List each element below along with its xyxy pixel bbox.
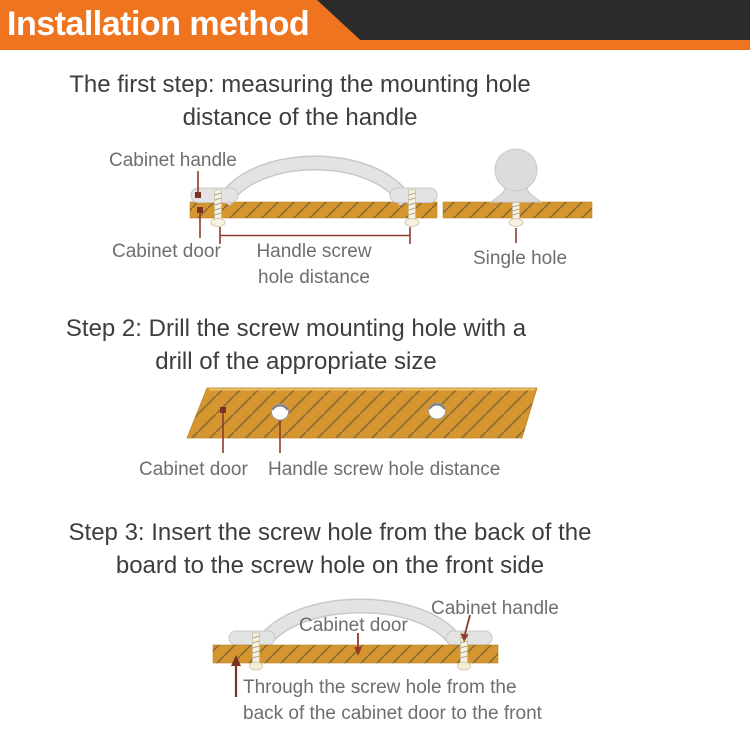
step1-cabinet-handle-label: Cabinet handle: [109, 150, 237, 171]
step2-drilled-board: [187, 388, 537, 438]
step3-heading-line1: Step 3: Insert the screw hole from the back of the: [68, 519, 592, 546]
drilled-hole-left: [272, 404, 289, 420]
step2-cabinet-door-label: Cabinet door: [139, 459, 248, 480]
cabinet-handle-pointer: [195, 171, 201, 198]
step1-screw-distance-label: Handle screw hole distance: [256, 241, 372, 288]
step3-heading: [30, 516, 630, 582]
step1-heading-line2: distance of the handle: [182, 104, 418, 131]
header-dark-ribbon: [317, 0, 750, 40]
step1-heading-line1: The first step: measuring the mounting hole: [69, 71, 531, 98]
drilled-hole-right: [429, 403, 446, 419]
step3-cabinet-handle-label: Cabinet handle: [431, 598, 559, 619]
step2-heading-line1: Step 2: Drill the screw mounting hole with a: [65, 315, 527, 342]
single-hole-knob: [491, 149, 541, 202]
step1-heading: [0, 68, 600, 134]
step2-screw-distance-label: Handle screw hole distance: [268, 459, 501, 480]
step2-heading: [0, 312, 592, 378]
page-title: Installation method: [7, 5, 310, 43]
step3-heading-line2: board to the screw hole on the front side: [115, 552, 545, 579]
single-hole-label: Single hole: [473, 248, 568, 269]
step3-cabinet-door-label: Cabinet door: [299, 615, 408, 636]
step2-heading-line2: drill of the appropriate size: [155, 348, 437, 375]
header-banner: [0, 0, 750, 50]
step1-cabinet-door-label: Cabinet door: [112, 241, 221, 262]
through-hole-note: Through the screw hole from the back of the cabinet door to the front: [243, 677, 542, 724]
cabinet-door-pointer: [197, 207, 203, 238]
